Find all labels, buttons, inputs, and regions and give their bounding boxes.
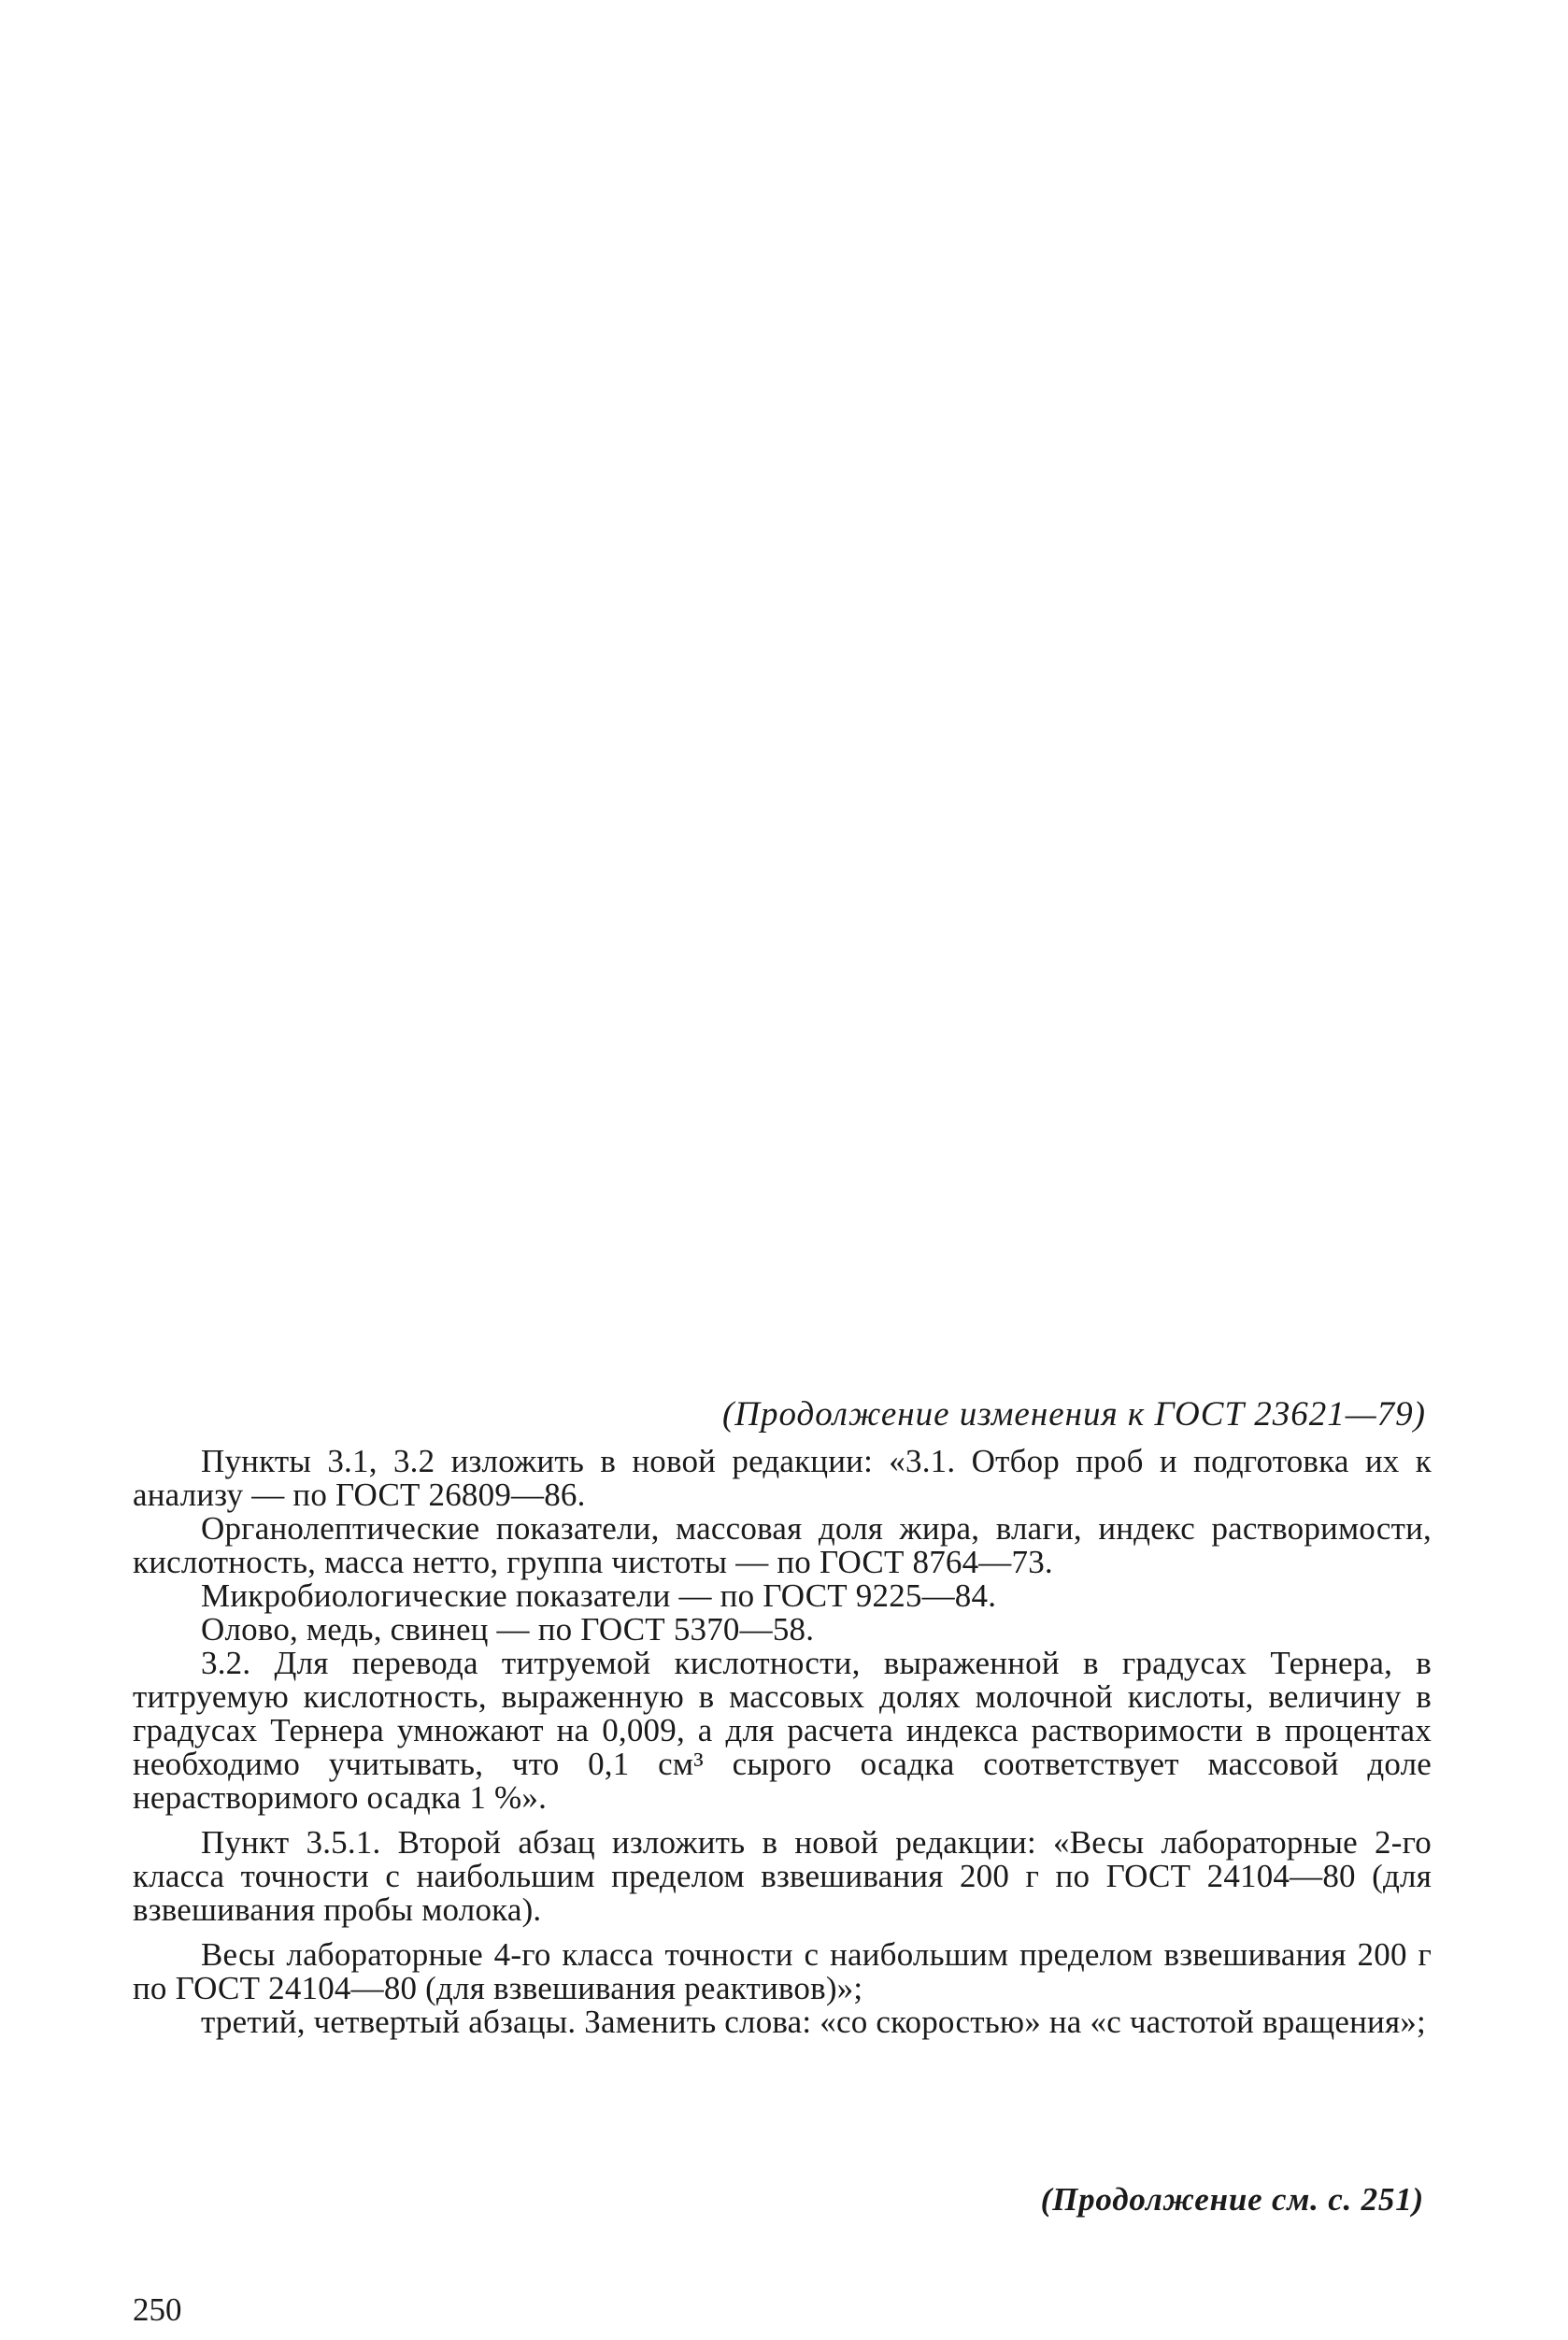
continuation-heading: (Продолжение изменения к ГОСТ 23621—79): [721, 1395, 1426, 1434]
paragraph-section-3-5-1: Пункт 3.5.1. Второй абзац изложить в новой редакции: «Весы лабораторные 2-го класса точности с наибольшим пределом взвешивания 200 г по ГОСТ 24104—80 (для взвешивания пробы молока).: [133, 1824, 1432, 1928]
paragraph-scales-class-4: Весы лабораторные 4-го класса точности с наибольшим пределом взвешивания 200 г по ГОСТ 24104—80 (для взвешивания реактивов)»;: [133, 1936, 1432, 2006]
paragraph-microbiological: Микробиологические показатели — по ГОСТ 9225—84.: [201, 1577, 997, 1614]
paragraph-metals: Олово, медь, свинец — по ГОСТ 5370—58.: [201, 1611, 815, 1648]
paragraph-organoleptic: Органолептические показатели, массовая доля жира, влаги, индекс растворимости, кислотность, масса нетто, группа чистоты — по ГОСТ 8764—73.: [133, 1510, 1432, 1580]
paragraph-sections-3-1-3-2: Пункты 3.1, 3.2 изложить в новой редакции: «3.1. Отбор проб и подготовка их к анализу — по ГОСТ 26809—86.: [133, 1443, 1432, 1513]
continued-note: (Продолжение см. с. 251): [1040, 2181, 1424, 2218]
paragraph-section-3-2: 3.2. Для перевода титруемой кислотности, выраженной в градусах Тернера, в титруемую кислотность, выраженную в массовых долях молочной кислоты, величину в градусах Тернера умножают на 0,009, а для расчета индекса растворимости в процентах необходимо учитывать, что 0,1 см³ сырого осадка соответствует массовой доле нерастворимого осадка 1 %».: [133, 1645, 1432, 1816]
page-number: 250: [133, 2291, 182, 2328]
paragraph-third-fourth: третий, четвертый абзацы. Заменить слова: «со скоростью» на «с частотой вращения»;: [201, 2004, 1426, 2040]
body-text: [133, 1445, 1432, 2039]
